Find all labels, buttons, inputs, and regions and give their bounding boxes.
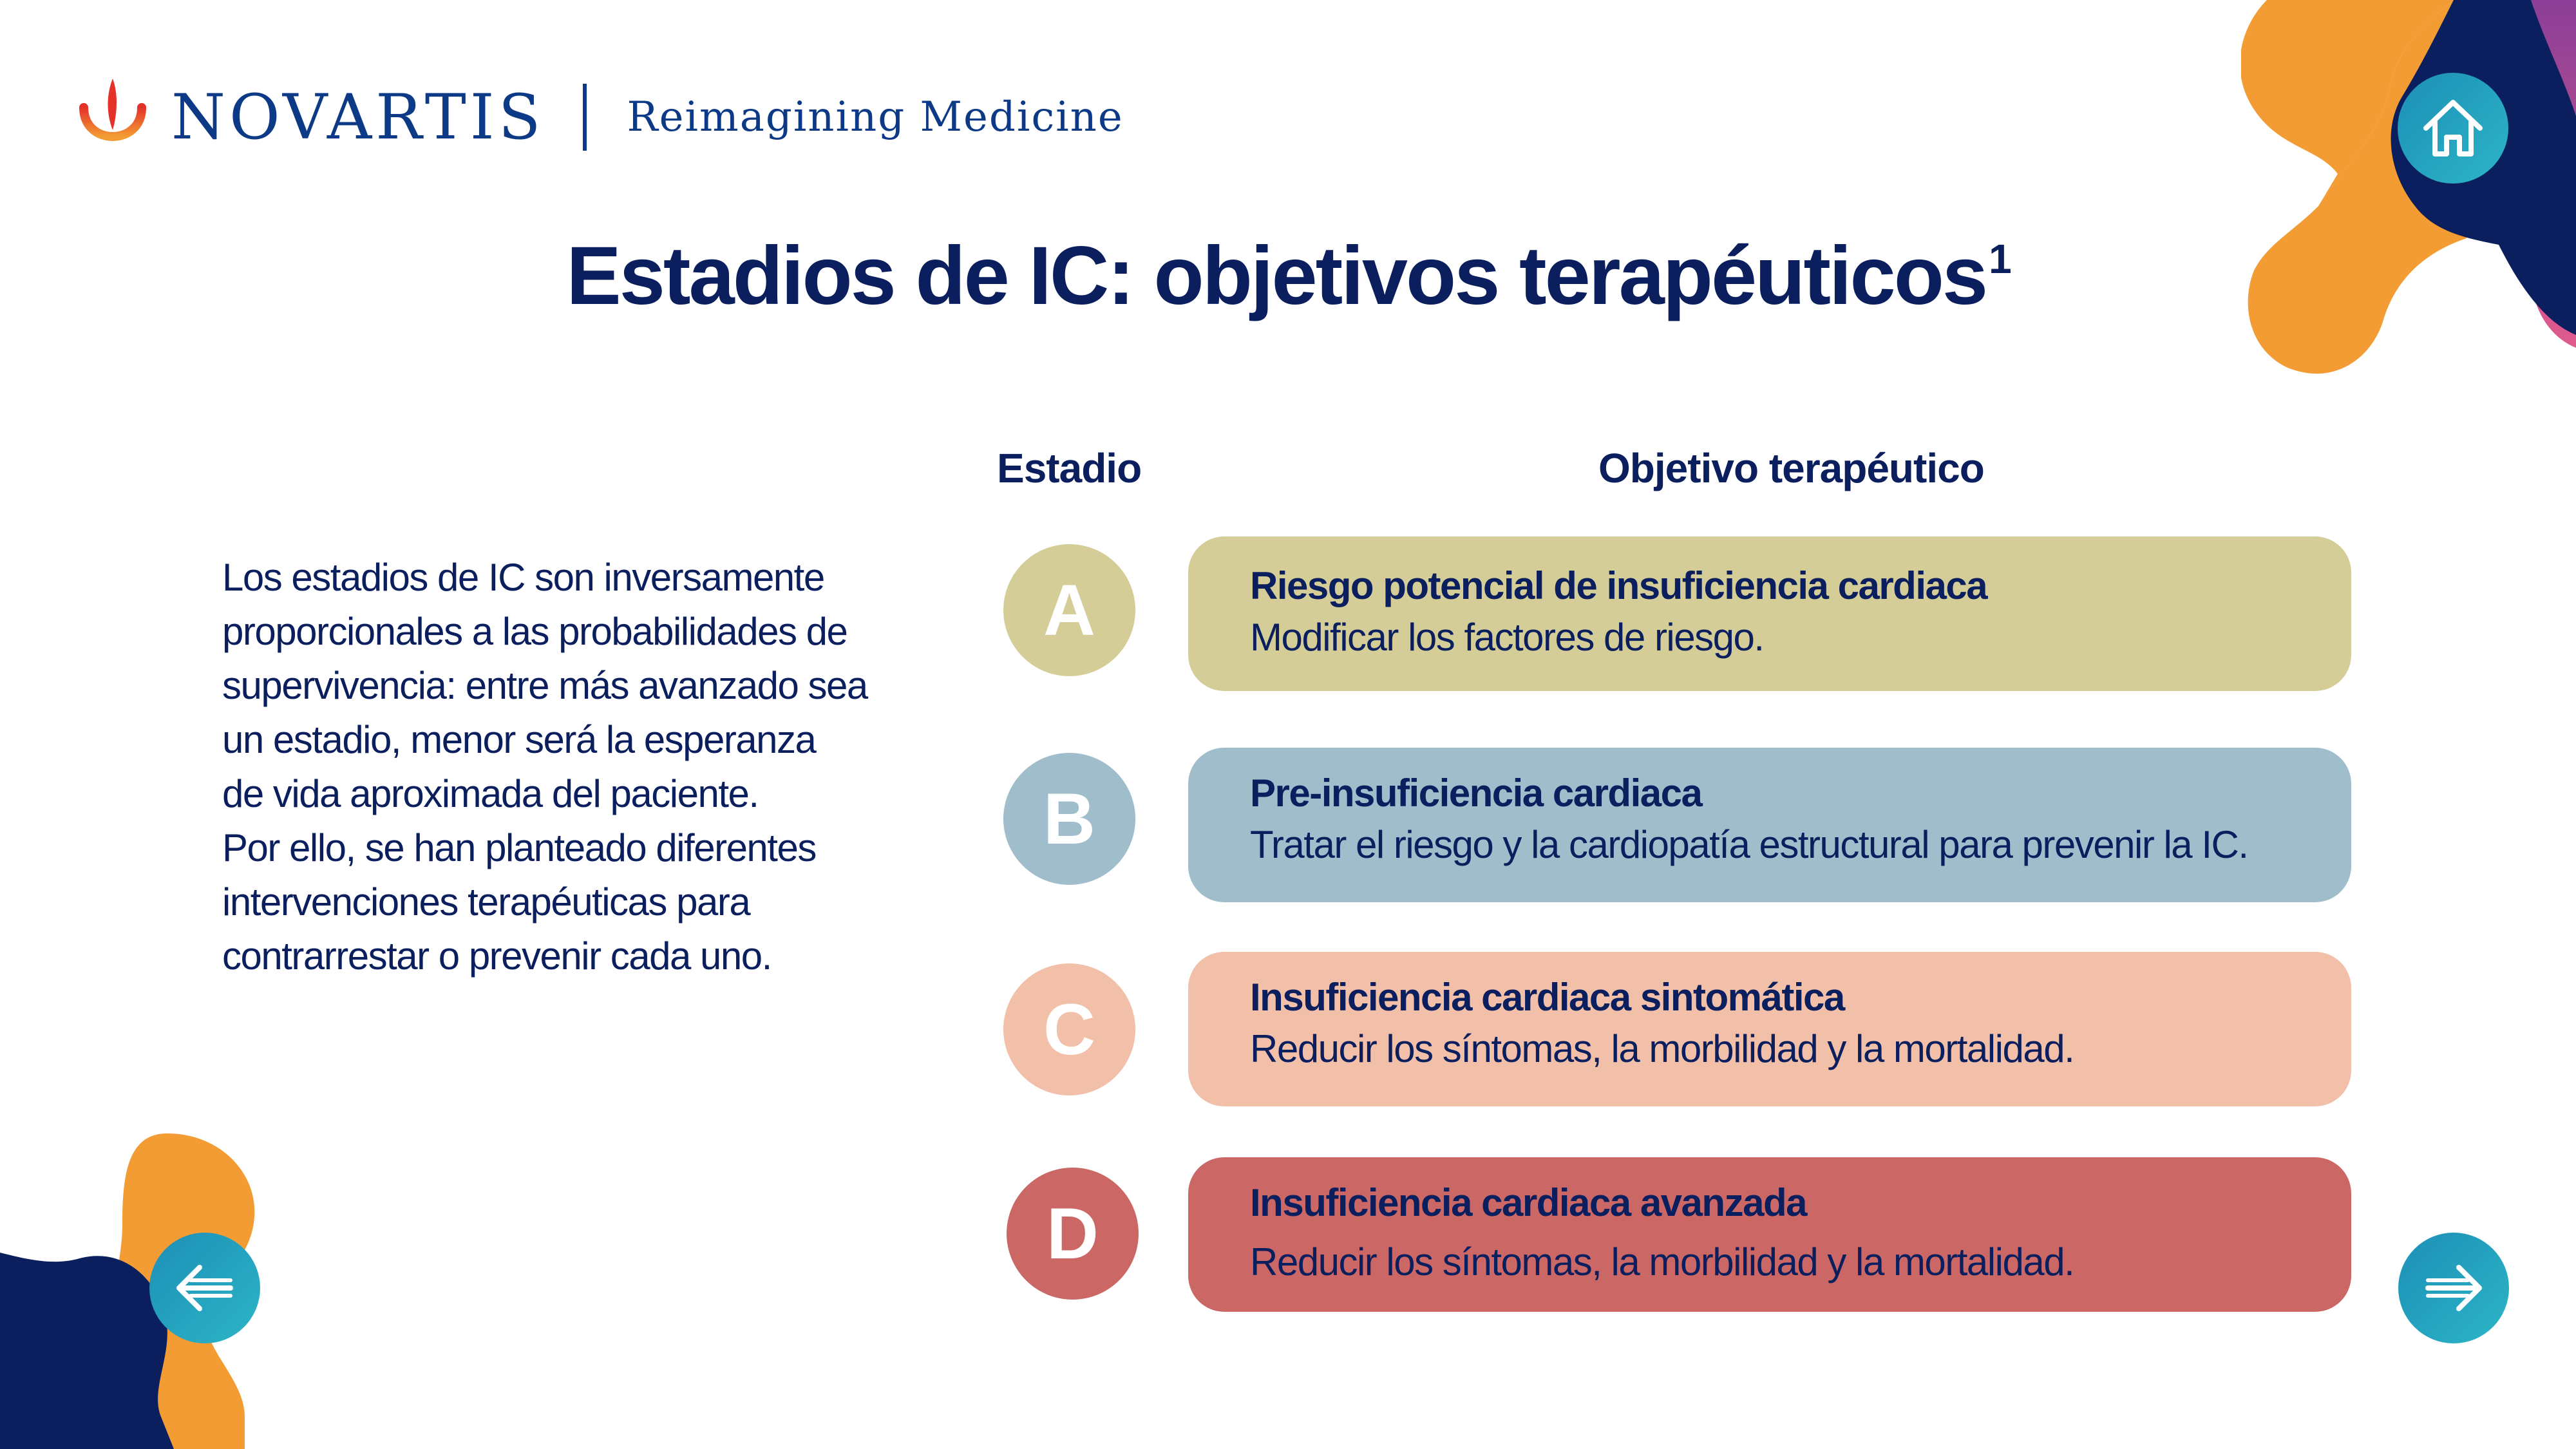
- novartis-logo: [77, 72, 1124, 162]
- stage-title: Pre-insuficiencia cardiaca: [1250, 772, 1702, 815]
- intro-line: contrarrestar o prevenir cada uno.: [222, 934, 772, 978]
- decorative-blob-top-right: [2241, 0, 2576, 386]
- stage-objective: Reducir los síntomas, la morbilidad y la mortalidad.: [1250, 1240, 2074, 1283]
- novartis-flame-icon: [77, 75, 148, 159]
- brand-tagline: Reimagining Medicine: [627, 93, 1124, 141]
- stage-badge-a: A: [1003, 544, 1135, 676]
- home-icon: [2414, 90, 2492, 167]
- arrow-right-icon: [2415, 1249, 2492, 1327]
- stage-title: Riesgo potencial de insuficiencia cardiaca: [1250, 564, 1987, 607]
- intro-line: Los estadios de IC son inversamente: [222, 556, 824, 599]
- previous-slide-button[interactable]: [149, 1233, 260, 1343]
- stage-objective-card-d: [1188, 1157, 2351, 1312]
- intro-line: proporcionales a las probabilidades de: [222, 610, 848, 653]
- stage-objective: Tratar el riesgo y la cardiopatía estructural para prevenir la IC.: [1250, 823, 2248, 866]
- intro-line: un estadio, menor será la esperanza: [222, 718, 816, 761]
- arrow-left-icon: [166, 1249, 243, 1327]
- logo-divider: [583, 84, 587, 151]
- title-footnote-ref: 1: [1989, 236, 2010, 282]
- stage-row-d: [0, 1157, 2576, 1312]
- stage-objective-card-c: [1188, 952, 2351, 1106]
- page-title: Estadios de IC: objetivos terapéuticos$^1$: [566, 230, 2010, 322]
- stage-row-b: [0, 748, 2576, 902]
- brand-name: NOVARTIS: [171, 81, 545, 153]
- intro-line: supervivencia: entre más avanzado sea: [222, 664, 867, 707]
- stage-objective: Reducir los síntomas, la morbilidad y la mortalidad.: [1250, 1027, 2074, 1070]
- stage-row-c: [0, 952, 2576, 1106]
- column-header-stage: Estadio: [997, 445, 1142, 491]
- home-button[interactable]: [2398, 73, 2508, 184]
- stage-objective: Modificar los factores de riesgo.: [1250, 616, 1764, 659]
- stage-row-a: [0, 536, 2576, 691]
- stage-title: Insuficiencia cardiaca sintomática: [1250, 976, 1844, 1019]
- stage-title: Insuficiencia cardiaca avanzada: [1250, 1181, 1806, 1224]
- stage-objective-card-b: [1188, 748, 2351, 902]
- column-header-objective: Objetivo terapéutico: [1598, 445, 1984, 491]
- stage-objective-card-a: [1188, 536, 2351, 691]
- intro-line: de vida aproximada del paciente.: [222, 772, 759, 815]
- intro-line: Por ello, se han planteado diferentes: [222, 826, 816, 869]
- intro-line: intervenciones terapéuticas para: [222, 880, 750, 923]
- next-slide-button[interactable]: [2398, 1233, 2509, 1343]
- stage-badge-c: C: [1003, 963, 1135, 1095]
- stage-badge-d: D: [1007, 1168, 1139, 1300]
- stage-badge-b: B: [1003, 753, 1135, 885]
